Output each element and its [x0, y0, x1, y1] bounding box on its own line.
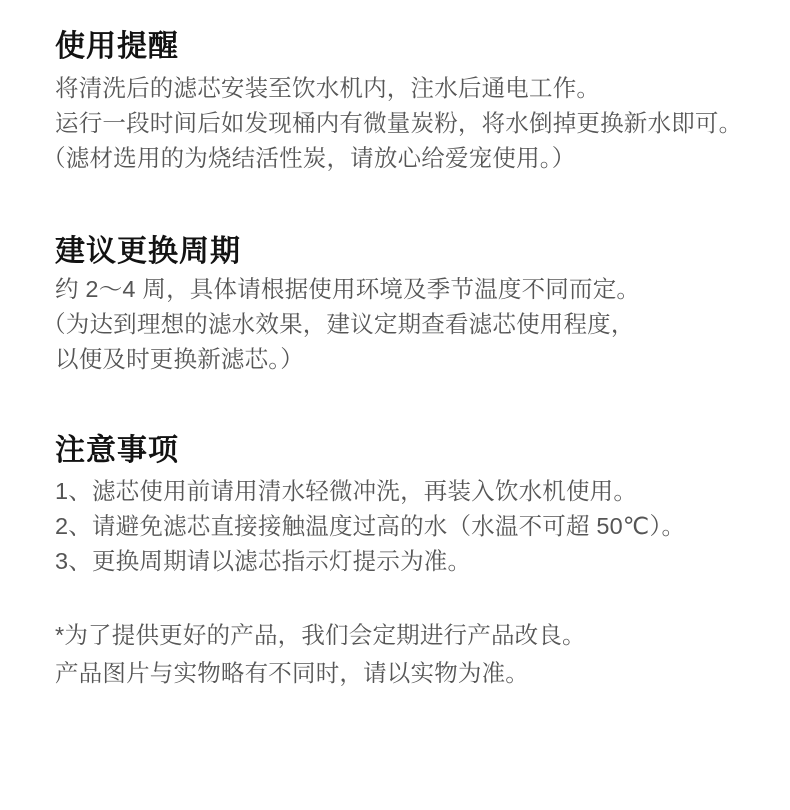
precautions-list [55, 474, 760, 579]
body-line: 将清洗后的滤芯安装至饮水机内，注水后通电工作。 [55, 75, 601, 101]
disclaimer-line: *为了提供更好的产品，我们会定期进行产品改良。 [55, 622, 586, 648]
section-usage-reminder [42, 29, 760, 176]
list-item: 1、滤芯使用前请用清水轻微冲洗，再装入饮水机使用。 [55, 478, 638, 504]
body-line: 约 2～4 周，具体请根据使用环境及季节温度不同而定。 [55, 276, 641, 302]
list-item: 2、请避免滤芯直接接触温度过高的水（水温不可超 50℃）。 [55, 513, 686, 539]
body-line: 运行一段时间后如发现桶内有微量炭粉，将水倒掉更换新水即可。 [55, 110, 743, 136]
list-item: 3、更换周期请以滤芯指示灯提示为准。 [55, 548, 472, 574]
disclaimer-line: 产品图片与实物略有不同时，请以实物为准。 [55, 660, 529, 686]
section-replacement-cycle [42, 234, 760, 377]
replacement-cycle-heading: 建议更换周期 [55, 235, 241, 268]
footer-disclaimer [55, 616, 760, 692]
body-line: （滤材选用的为烧结活性炭，请放心给爱宠使用。） [42, 145, 576, 171]
usage-reminder-heading: 使用提醒 [55, 30, 179, 63]
body-line: （为达到理想的滤水效果，建议定期查看滤芯使用程度， [42, 311, 635, 337]
precautions-heading: 注意事项 [55, 434, 179, 467]
usage-reminder-body [42, 71, 760, 176]
body-line: 以便及时更换新滤芯。） [55, 346, 304, 372]
section-precautions [55, 433, 760, 579]
replacement-cycle-body [42, 272, 760, 377]
